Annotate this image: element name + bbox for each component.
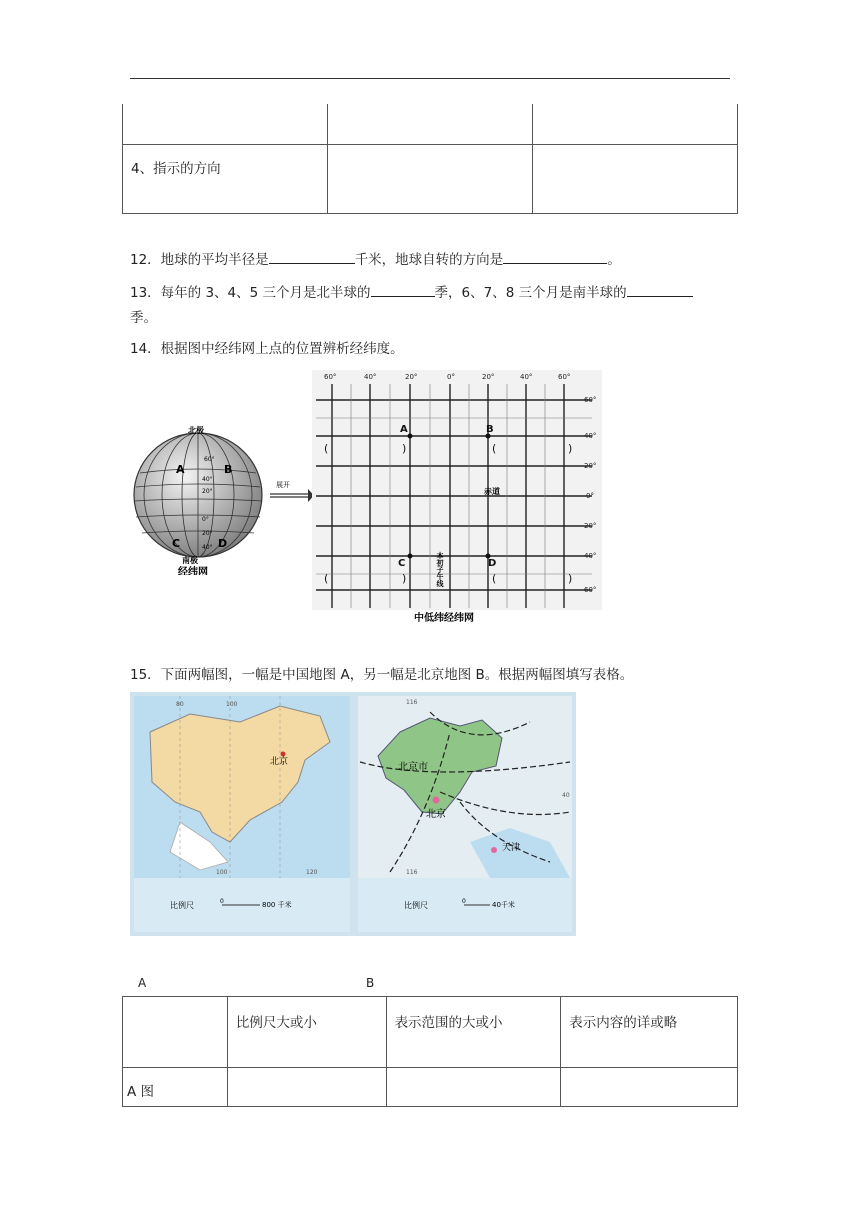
svg-text:比例尺: 比例尺 — [170, 901, 194, 910]
svg-text:40°: 40° — [520, 373, 533, 381]
svg-text:赤道: 赤道 — [484, 487, 500, 496]
globe-icon — [130, 425, 270, 575]
svg-text:800 千米: 800 千米 — [262, 901, 292, 909]
table-row — [123, 1068, 738, 1107]
svg-text:比例尺: 比例尺 — [404, 901, 428, 910]
svg-text:20°: 20° — [202, 530, 213, 537]
answer-blank[interactable] — [371, 283, 435, 297]
answer-table-bottom — [122, 996, 738, 1107]
answer-blank[interactable] — [269, 250, 355, 264]
maps-svg — [130, 692, 576, 936]
table-header-row — [123, 997, 738, 1068]
svg-text:60°: 60° — [324, 373, 337, 381]
svg-text:100: 100 — [226, 701, 238, 708]
svg-text:20°: 20° — [482, 373, 495, 381]
svg-text:60°: 60° — [584, 586, 597, 594]
arrow-icon — [268, 478, 314, 504]
svg-text:60°: 60° — [204, 456, 215, 463]
table-row — [123, 145, 738, 214]
svg-text:20°: 20° — [202, 488, 213, 495]
svg-text:(: ( — [324, 572, 329, 585]
answer-table-top — [122, 104, 738, 214]
label-a: A — [138, 976, 147, 990]
question-15: 15．下面两幅图，一幅是中国地图 A，另一幅是北京地图 B。根据两幅图填写表格。 — [130, 667, 634, 683]
svg-text:80: 80 — [176, 701, 184, 708]
svg-text:中低纬经纬网: 中低纬经纬网 — [414, 613, 474, 624]
question-12: 12．地球的平均半径是 千米，地球自转的方向是 。 — [130, 252, 621, 268]
svg-text:40°: 40° — [202, 476, 213, 483]
svg-text:B: B — [224, 463, 233, 476]
table-cell — [123, 145, 328, 214]
svg-text:0°: 0° — [447, 373, 455, 381]
svg-text:60°: 60° — [584, 396, 597, 404]
svg-text:0°: 0° — [202, 516, 209, 523]
svg-text:(: ( — [492, 572, 497, 585]
svg-text:20°: 20° — [584, 462, 597, 470]
svg-text:北京市: 北京市 — [398, 762, 428, 773]
svg-text:60°: 60° — [558, 373, 571, 381]
answer-cell[interactable] — [386, 1068, 561, 1107]
svg-text:C: C — [398, 558, 406, 569]
svg-text:经纬网: 经纬网 — [178, 567, 208, 575]
svg-text:): ) — [568, 442, 573, 455]
svg-text:40°: 40° — [584, 552, 597, 560]
svg-text:B: B — [486, 424, 494, 435]
svg-text:C: C — [172, 537, 181, 550]
answer-cell[interactable] — [561, 1068, 738, 1107]
lat-lon-grid-figure — [312, 370, 602, 625]
svg-text:(: ( — [324, 442, 329, 455]
grid-svg — [312, 370, 602, 625]
svg-text:北京: 北京 — [270, 757, 289, 767]
maps-figure — [130, 692, 576, 936]
svg-text:): ) — [568, 572, 573, 585]
svg-text:天津: 天津 — [502, 843, 521, 853]
svg-text:40: 40 — [562, 792, 570, 799]
row-label: 4、指示的方向 — [131, 161, 221, 177]
svg-text:北极: 北极 — [188, 426, 204, 435]
svg-text:D: D — [488, 558, 497, 569]
svg-text:(: ( — [492, 442, 497, 455]
table-header: 表示范围的大或小 — [386, 997, 561, 1068]
svg-text:0: 0 — [220, 898, 224, 905]
question-14: 14．根据图中经纬网上点的位置辨析经纬度。 — [130, 341, 404, 357]
header-rule — [130, 78, 730, 79]
svg-text:0: 0 — [462, 898, 466, 905]
svg-text:20°: 20° — [405, 373, 418, 381]
svg-text:100: 100 — [216, 869, 228, 876]
question-13-cont: 季。 — [130, 310, 157, 326]
svg-text:120: 120 — [306, 869, 318, 876]
svg-text:40°: 40° — [202, 544, 213, 551]
label-b: B — [366, 976, 375, 990]
svg-text:0°: 0° — [586, 492, 594, 500]
svg-text:116: 116 — [406, 869, 418, 876]
svg-text:40°: 40° — [364, 373, 377, 381]
row-label: A 图 — [123, 1068, 228, 1107]
svg-text:): ) — [402, 572, 407, 585]
answer-blank[interactable] — [503, 250, 607, 264]
svg-text:展开: 展开 — [276, 481, 290, 489]
table-cell — [328, 104, 533, 145]
svg-text:40千米: 40千米 — [492, 901, 515, 909]
svg-text:20°: 20° — [584, 522, 597, 530]
svg-text:40°: 40° — [584, 432, 597, 440]
table-cell — [123, 104, 328, 145]
answer-cell[interactable] — [328, 145, 533, 214]
table-row — [123, 104, 738, 145]
svg-text:D: D — [218, 537, 228, 550]
globe-figure — [130, 425, 270, 575]
answer-cell[interactable] — [227, 1068, 386, 1107]
answer-cell[interactable] — [533, 145, 738, 214]
svg-text:北京: 北京 — [426, 809, 446, 820]
answer-blank[interactable] — [627, 283, 693, 297]
svg-text:A: A — [400, 424, 408, 435]
svg-text:116: 116 — [406, 699, 418, 706]
table-header: 表示内容的详或略 — [561, 997, 738, 1068]
svg-text:南极: 南极 — [182, 556, 198, 565]
svg-text:A: A — [176, 463, 185, 476]
table-header: 比例尺大或小 — [227, 997, 386, 1068]
table-cell — [123, 997, 228, 1068]
svg-text:): ) — [402, 442, 407, 455]
svg-text:本初子午线: 本初子午线 — [436, 552, 444, 587]
question-13: 13．每年的 3、4、5 三个月是北半球的 季，6、7、8 三个月是南半球的 — [130, 283, 693, 302]
table-cell — [533, 104, 738, 145]
